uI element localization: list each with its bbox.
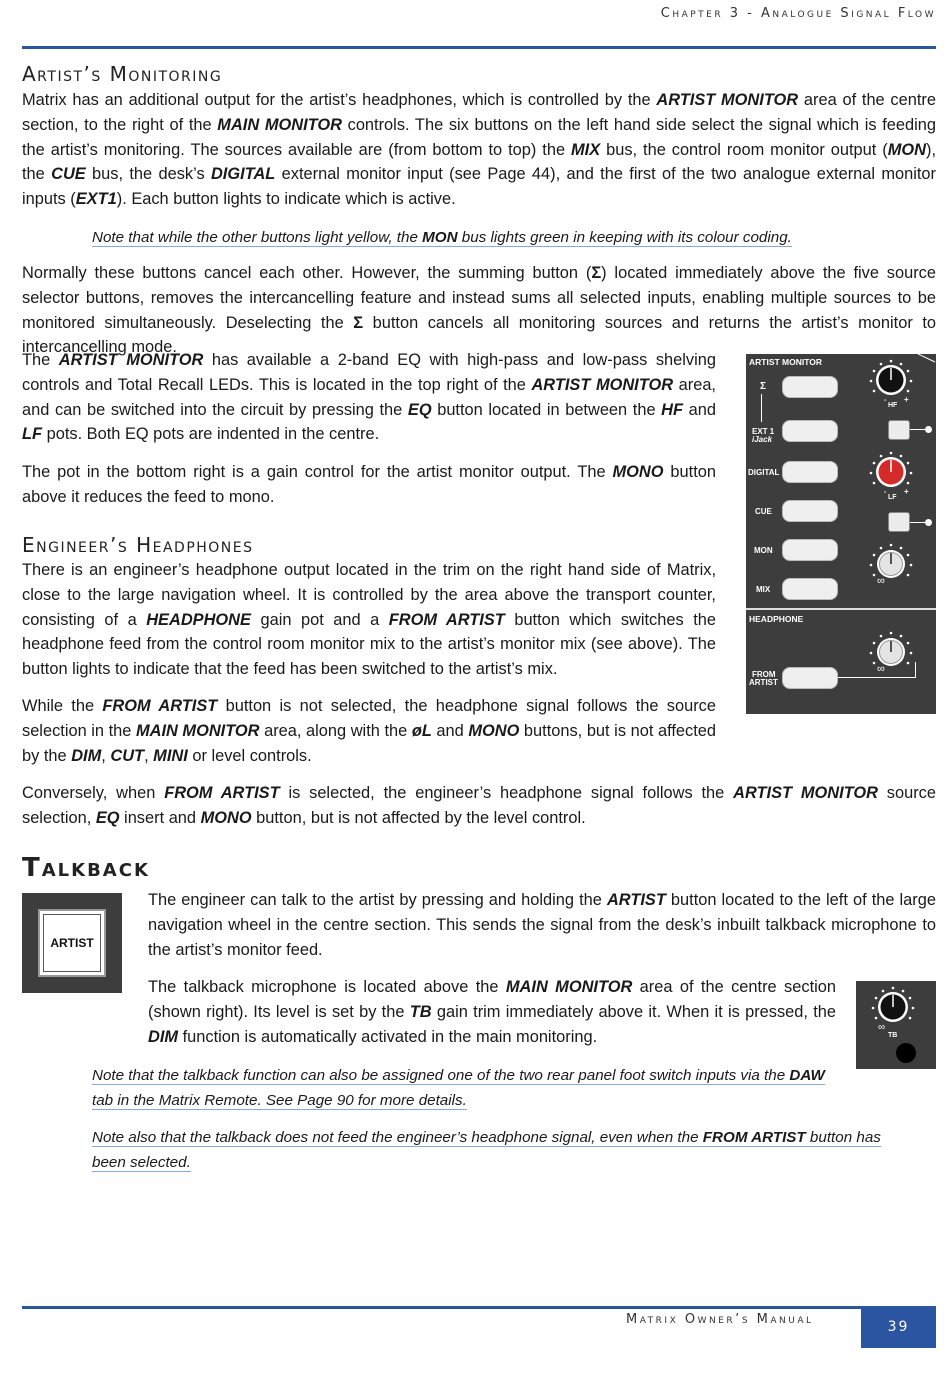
mono-led-icon bbox=[925, 519, 932, 526]
tb-label: TB bbox=[888, 1032, 898, 1039]
section-heading-talkback: Talkback bbox=[22, 853, 150, 883]
artist-gain-knob-icon[interactable] bbox=[868, 542, 914, 588]
headphone-label: HEADPHONE bbox=[749, 614, 804, 624]
note: Note that the talkback function can also be assigned one of the two rear panel foot switch inputs via the DAW tab in the Matrix Remote. See Page 90 for more details. bbox=[92, 1067, 825, 1109]
artist-button[interactable] bbox=[38, 909, 106, 977]
lf-label: LF bbox=[888, 494, 897, 501]
from-artist-line bbox=[838, 677, 916, 678]
artist-label: ARTIST bbox=[749, 678, 778, 687]
eq-button[interactable] bbox=[888, 420, 910, 440]
headphone-knob-icon[interactable] bbox=[868, 630, 914, 676]
paragraph: The pot in the bottom right is a gain control for the artist monitor output. The MONO button above it reduces the feed to mono. bbox=[22, 463, 716, 506]
paragraph: The engineer can talk to the artist by pressing and holding the ARTIST button located to the left of the large navigation wheel in the centre section. This sends the signal from the desk’s inbuilt talkback microphone to the artist’s monitor feed. bbox=[148, 891, 936, 959]
headphone-infinity: ∞ bbox=[877, 663, 885, 675]
ext1-button[interactable] bbox=[782, 420, 838, 442]
from-label: FROM bbox=[752, 670, 776, 679]
tb-knob-icon[interactable] bbox=[870, 985, 916, 1031]
mon-button[interactable] bbox=[782, 539, 838, 561]
note: Note that while the other buttons light yellow, the MON bus lights green in keeping with its colour coding. bbox=[92, 229, 792, 246]
paragraph: Matrix has an additional output for the artist’s headphones, which is controlled by the ARTIST MONITOR area of the centre section, to the right of the MAIN MONITOR controls. The six buttons on the left hand side select the signal which is feeding the artist’s monitoring. The sources available are (from bottom to top) the MIX bus, the control room monitor output (MON), the CUE bus, the desk’s DIGITAL external monitor input (see Page 44), and the first of the two analogue external monitor inputs (EXT1). Each button lights to indicate which is active. bbox=[22, 91, 937, 209]
paragraph: There is an engineer’s headphone output located in the trim on the right hand side of Matrix, close to the large navigation wheel. It is controlled by the area above the transport counter, consisting of a HEADPHONE gain pot and a FROM ARTIST button which switches the headphone feed from the control room monitor mix to the artist’s monitor mix (see above). The button lights to indicate that the feed has been switched to the artist’s mix. bbox=[22, 561, 716, 679]
lf-plus: + bbox=[904, 487, 909, 496]
sum-button[interactable] bbox=[782, 376, 838, 398]
mono-button[interactable] bbox=[888, 512, 910, 532]
page-number: 39 bbox=[861, 1306, 936, 1348]
ijack-label: iJack bbox=[752, 435, 773, 444]
mix-button[interactable] bbox=[782, 578, 838, 600]
footer-title: Matrix Owner’s Manual bbox=[626, 1312, 814, 1327]
mon-label: MON bbox=[754, 546, 773, 555]
talkback-mic-icon bbox=[896, 1043, 916, 1063]
eq-led-icon bbox=[925, 426, 932, 433]
lf-minus: - bbox=[884, 489, 887, 496]
from-artist-button[interactable] bbox=[782, 667, 838, 689]
header-rule bbox=[22, 46, 936, 49]
artist-button-image bbox=[22, 893, 122, 993]
cue-label: CUE bbox=[755, 507, 772, 516]
from-artist-line-vert bbox=[915, 662, 916, 678]
footer-rule bbox=[22, 1306, 861, 1309]
chapter-header: Chapter 3 - Analogue Signal Flow bbox=[660, 6, 936, 21]
artist-monitor-panel bbox=[746, 354, 936, 714]
tb-panel-image bbox=[856, 981, 936, 1069]
paragraph: Conversely, when FROM ARTIST is selected, the engineer’s headphone signal follows the ARTIST MONITOR source selection, EQ insert and MONO button, but is not affected by the level control. bbox=[22, 784, 936, 827]
ext1-label: EXT 1 bbox=[752, 427, 775, 436]
paragraph: The talkback microphone is located above the MAIN MONITOR area of the centre section (shown right). Its level is set by the TB gain trim immediately above it. When it is pressed, the DIM function is automatically activated in the main monitoring. bbox=[148, 978, 836, 1046]
hf-label: HF bbox=[888, 402, 898, 409]
digital-button[interactable] bbox=[782, 461, 838, 483]
section-heading-engineers-headphones: Engineer’s Headphones bbox=[22, 533, 254, 557]
artist-button-label: ARTIST bbox=[43, 914, 101, 972]
tb-infinity: ∞ bbox=[878, 1022, 886, 1033]
hf-minus: - bbox=[884, 397, 887, 404]
sigma-bracket bbox=[761, 394, 762, 422]
note: Note also that the talkback does not feed the engineer’s headphone signal, even when the FROM ARTIST button has been selected. bbox=[92, 1129, 881, 1171]
cue-button[interactable] bbox=[782, 500, 838, 522]
hf-plus: + bbox=[904, 395, 909, 404]
panel-corner-line bbox=[918, 354, 936, 364]
panel-separator bbox=[746, 608, 936, 610]
mix-label: MIX bbox=[756, 585, 771, 594]
paragraph: While the FROM ARTIST button is not selected, the headphone signal follows the source selection in the MAIN MONITOR area, along with the øL and MONO buttons, but is not affected by the DIM, CUT, MINI or level controls. bbox=[22, 697, 716, 765]
section-heading-artists-monitoring: Artist’s Monitoring bbox=[22, 62, 223, 86]
paragraph: The ARTIST MONITOR has available a 2-band EQ with high-pass and low-pass shelving controls and Total Recall LEDs. This is located in the top right of the ARTIST MONITOR area, and can be switched into the circuit by pressing the EQ button located in between the HF and LF pots. Both EQ pots are indented in the centre. bbox=[22, 351, 716, 444]
digital-label: DIGITAL bbox=[748, 468, 780, 477]
sigma-label: Σ bbox=[760, 381, 767, 392]
panel-title: ARTIST MONITOR bbox=[749, 357, 823, 367]
paragraph: Normally these buttons cancel each other. However, the summing button (Σ) located immediately above the five source selector buttons, removes the intercancelling feature and instead sums all selected inputs, enabling multiple sources to be monitored simultaneously. Deselecting the Σ button cancels all monitoring sources and returns the artist’s monitor to intercancelling mode. bbox=[22, 264, 936, 357]
artist-gain-infinity: ∞ bbox=[877, 575, 885, 587]
